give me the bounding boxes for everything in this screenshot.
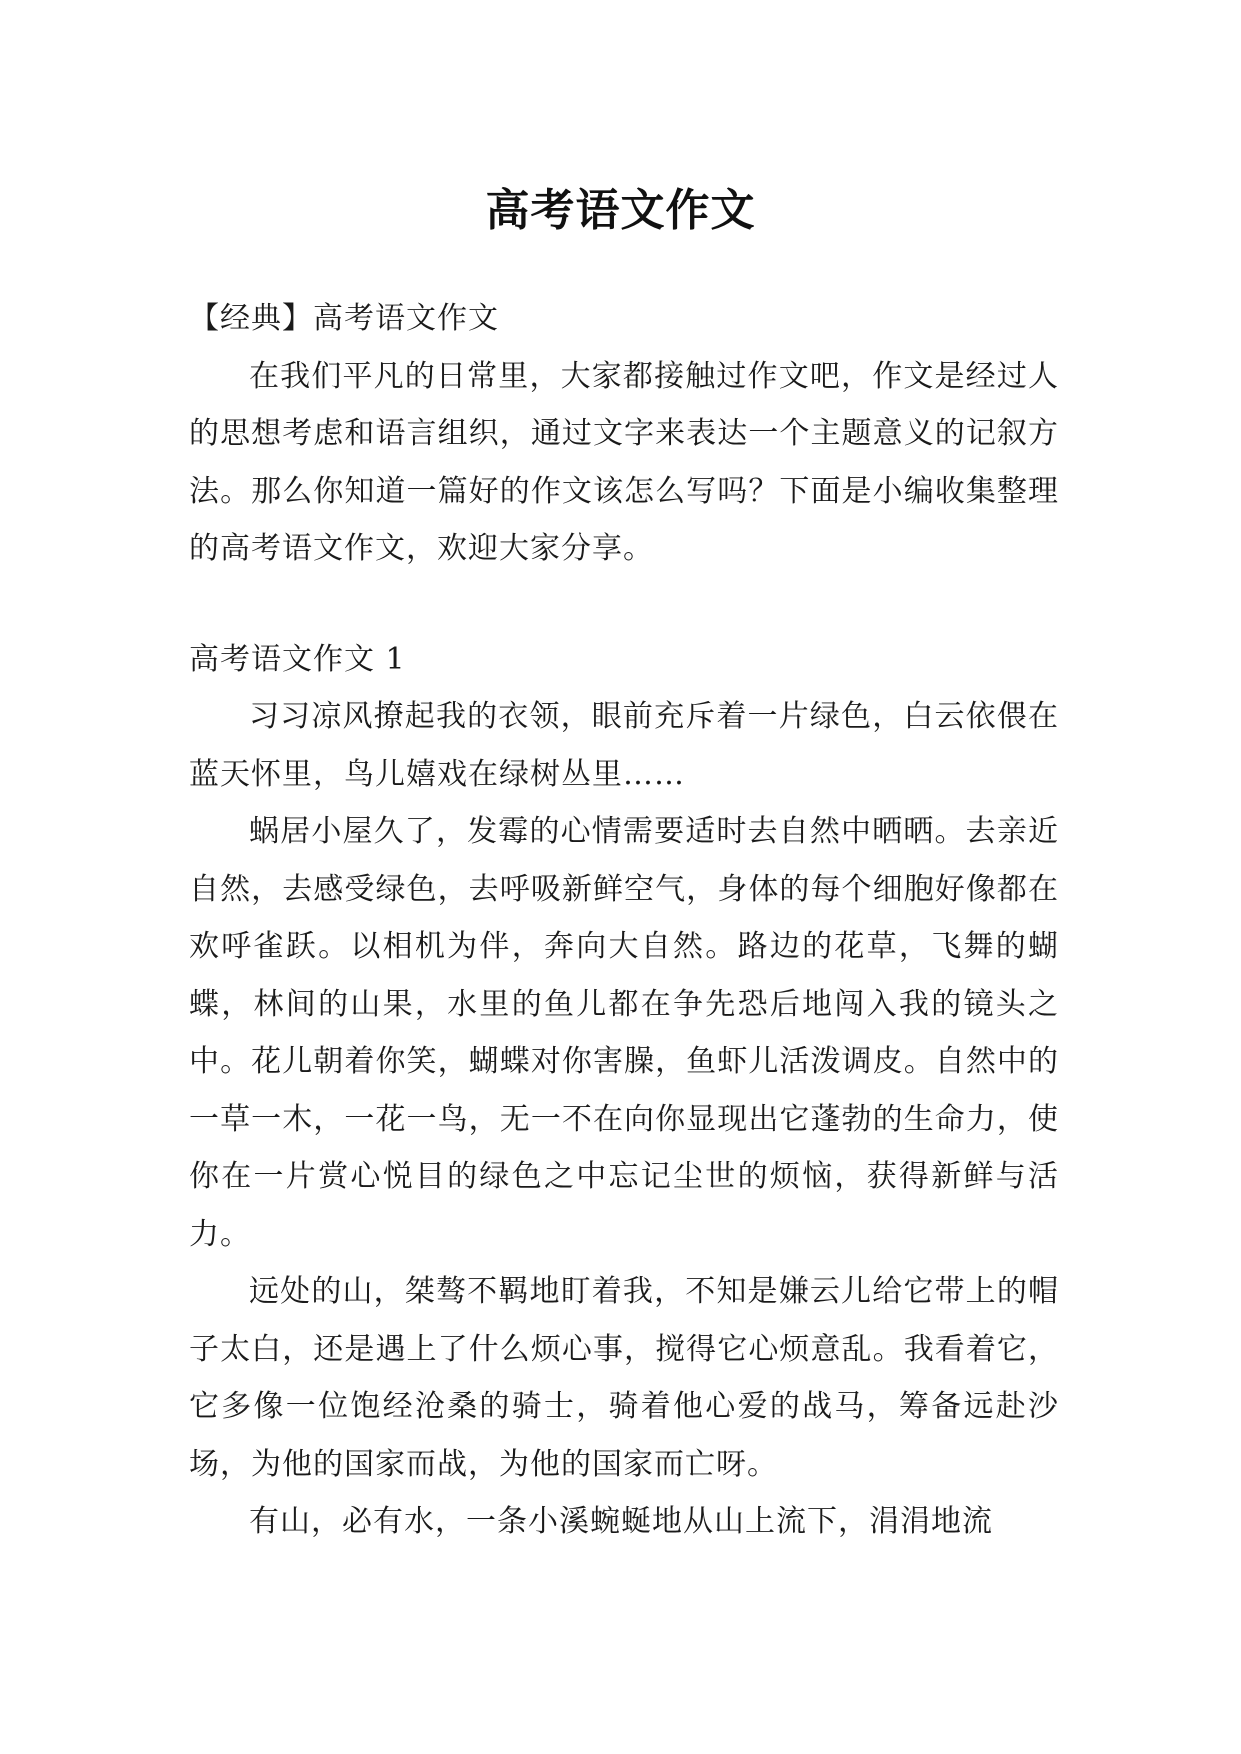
- body-paragraph: 有山，必有水，一条小溪蜿蜒地从山上流下，涓涓地流: [249, 1504, 993, 1539]
- document-subtitle: 【经典】高考语文作文: [189, 301, 499, 336]
- body-paragraph: 蜗居小屋久了，发霉的心情需要适时去自然中晒晒。去亲近自然，去感受绿色，去呼吸新鲜空气，身体的每个细胞好像都在欢呼雀跃。以相机为伴，奔向大自然。路边的花草，飞舞的蝴蝶，林间的山果，水里的鱼儿都在争先恐后地闯入我的镜头之中。花儿朝着你笑，蝴蝶对你害臊，鱼虾儿活泼调皮。自然中的一草一木，一花一鸟，无一不在向你显现出它蓬勃的生命力，使你在一片赏心悦目的绿色之中忘记尘世的烦恼，获得新鲜与活力。: [189, 814, 1059, 1252]
- document-title: 高考语文作文: [485, 185, 756, 237]
- intro-paragraph: 在我们平凡的日常里，大家都接触过作文吧，作文是经过人的思想考虑和语言组织，通过文字来表达一个主题意义的记叙方法。那么你知道一篇好的作文该怎么写吗？下面是小编收集整理的高考语文作文，欢迎大家分享。: [189, 358, 1059, 566]
- document-body: [189, 290, 1059, 1551]
- section-heading: 高考语文作文 1: [189, 641, 406, 677]
- body-paragraph: 习习凉风撩起我的衣领，眼前充斥着一片绿色，白云依偎在蓝天怀里，鸟儿嬉戏在绿树丛里……: [189, 699, 1059, 792]
- body-paragraph: 远处的山，桀骜不羁地盯着我，不知是嫌云儿给它带上的帽子太白，还是遇上了什么烦心事，搅得它心烦意乱。我看着它，它多像一位饱经沧桑的骑士，骑着他心爱的战马，筹备远赴沙场，为他的国家而战，为他的国家而亡呀。: [189, 1274, 1059, 1482]
- section-gap: [189, 578, 1059, 631]
